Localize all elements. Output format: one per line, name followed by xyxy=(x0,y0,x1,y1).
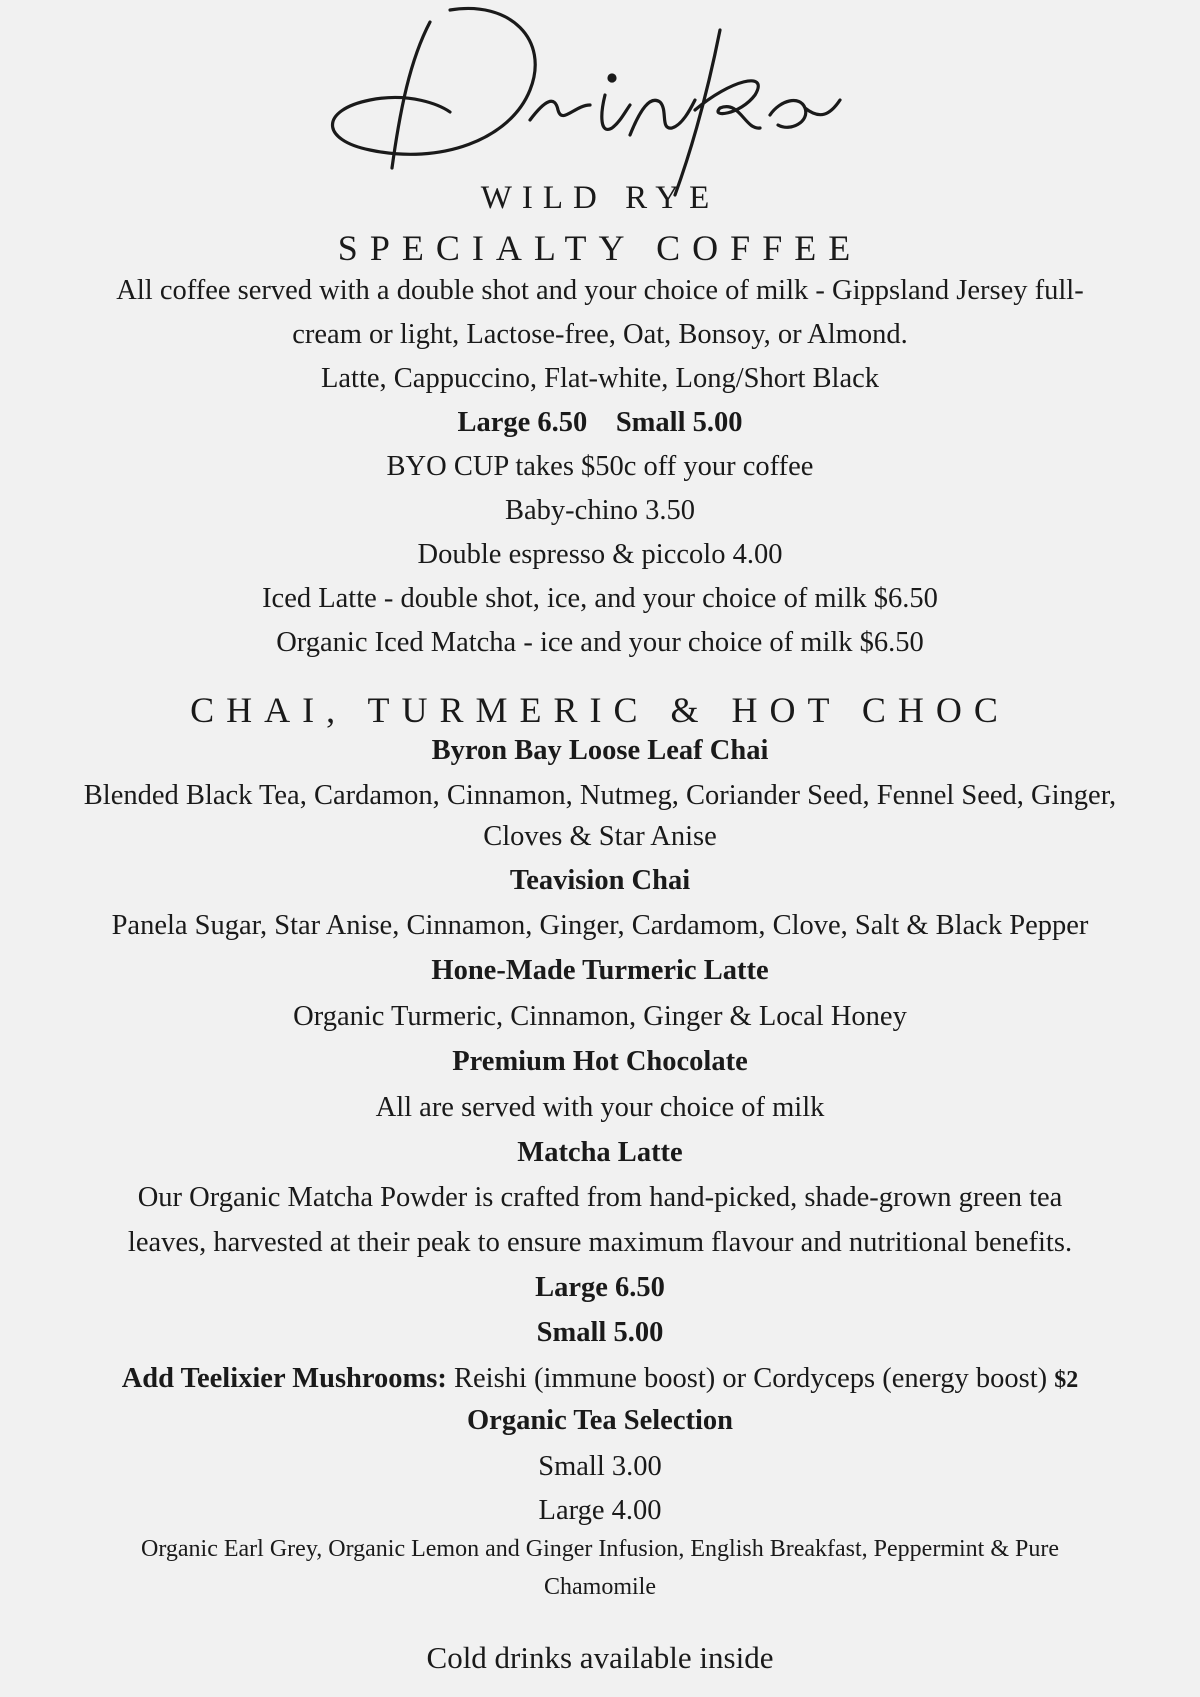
byron-chai-title: Byron Bay Loose Leaf Chai xyxy=(431,735,769,766)
tea-small-price: Small 3.00 xyxy=(538,1451,662,1482)
mushroom-addon-desc: Reishi (immune boost) or Cordyceps (energy boost) xyxy=(446,1363,1055,1394)
matcha-latte-title: Matcha Latte xyxy=(517,1137,683,1168)
matcha-small-price: Small 5.00 xyxy=(536,1317,664,1348)
matcha-large-price: Large 6.50 xyxy=(535,1272,665,1303)
mushroom-addon-price: $2 xyxy=(1054,1367,1079,1393)
script-title-drinks xyxy=(0,0,1200,200)
script-logo-drinks xyxy=(300,0,900,200)
teavision-chai-title: Teavision Chai xyxy=(509,865,691,896)
hot-chocolate-desc: All are served with your choice of milk xyxy=(375,1092,825,1123)
coffee-iced-matcha: Organic Iced Matcha - ice and your choice of milk $6.50 xyxy=(276,627,924,658)
coffee-description-line1: All coffee served with a double shot and your choice of milk - Gippsland Jersey full- xyxy=(116,275,1084,306)
matcha-latte-desc-line2: leaves, harvested at their peak to ensure maximum flavour and nutritional benefits. xyxy=(127,1227,1073,1258)
coffee-large-price: Large 6.50 xyxy=(457,407,588,438)
byron-chai-desc-line1: Blended Black Tea, Cardamon, Cinnamon, Nutmeg, Coriander Seed, Fennel Seed, Ginger, xyxy=(83,780,1117,811)
coffee-byo-cup: BYO CUP takes $50c off your coffee xyxy=(386,451,814,482)
byron-chai-desc-line2: Cloves & Star Anise xyxy=(483,821,717,852)
coffee-types: Latte, Cappuccino, Flat-white, Long/Short Black xyxy=(320,363,879,394)
coffee-iced-latte: Iced Latte - double shot, ice, and your choice of milk $6.50 xyxy=(262,583,938,614)
tea-list-line1: Organic Earl Grey, Organic Lemon and Ginger Infusion, English Breakfast, Peppermint & Pure xyxy=(141,1536,1059,1562)
coffee-small-price: Small 5.00 xyxy=(615,407,743,438)
mushroom-addon-label: Add Teelixier Mushrooms: xyxy=(121,1363,447,1394)
turmeric-latte-desc: Organic Turmeric, Cinnamon, Ginger & Local Honey xyxy=(293,1001,907,1032)
tea-large-price: Large 4.00 xyxy=(538,1495,662,1526)
heading-chai-turmeric-hot-choc: CHAI, TURMERIC & HOT CHOC xyxy=(190,690,1010,730)
footer-cold-drinks: Cold drinks available inside xyxy=(426,1640,774,1675)
coffee-double-espresso: Double espresso & piccolo 4.00 xyxy=(417,539,783,570)
coffee-babychino: Baby-chino 3.50 xyxy=(505,495,695,526)
mushroom-addon xyxy=(40,1357,1160,1402)
tea-list-line2: Chamomile xyxy=(544,1574,656,1600)
heading-specialty-coffee: SPECIALTY COFFEE xyxy=(337,228,863,268)
hot-chocolate-title: Premium Hot Chocolate xyxy=(452,1046,748,1077)
coffee-sizes xyxy=(40,401,1160,445)
organic-tea-title: Organic Tea Selection xyxy=(467,1405,733,1436)
turmeric-latte-title: Hone-Made Turmeric Latte xyxy=(431,955,769,986)
coffee-description-line2: cream or light, Lactose-free, Oat, Bonsoy, or Almond. xyxy=(292,319,908,350)
teavision-chai-desc: Panela Sugar, Star Anise, Cinnamon, Ginger, Cardamom, Clove, Salt & Black Pepper xyxy=(111,910,1089,941)
matcha-latte-desc-line1: Our Organic Matcha Powder is crafted from hand-picked, shade-grown green tea xyxy=(137,1182,1063,1213)
brand-name: WILD RYE xyxy=(480,180,720,216)
